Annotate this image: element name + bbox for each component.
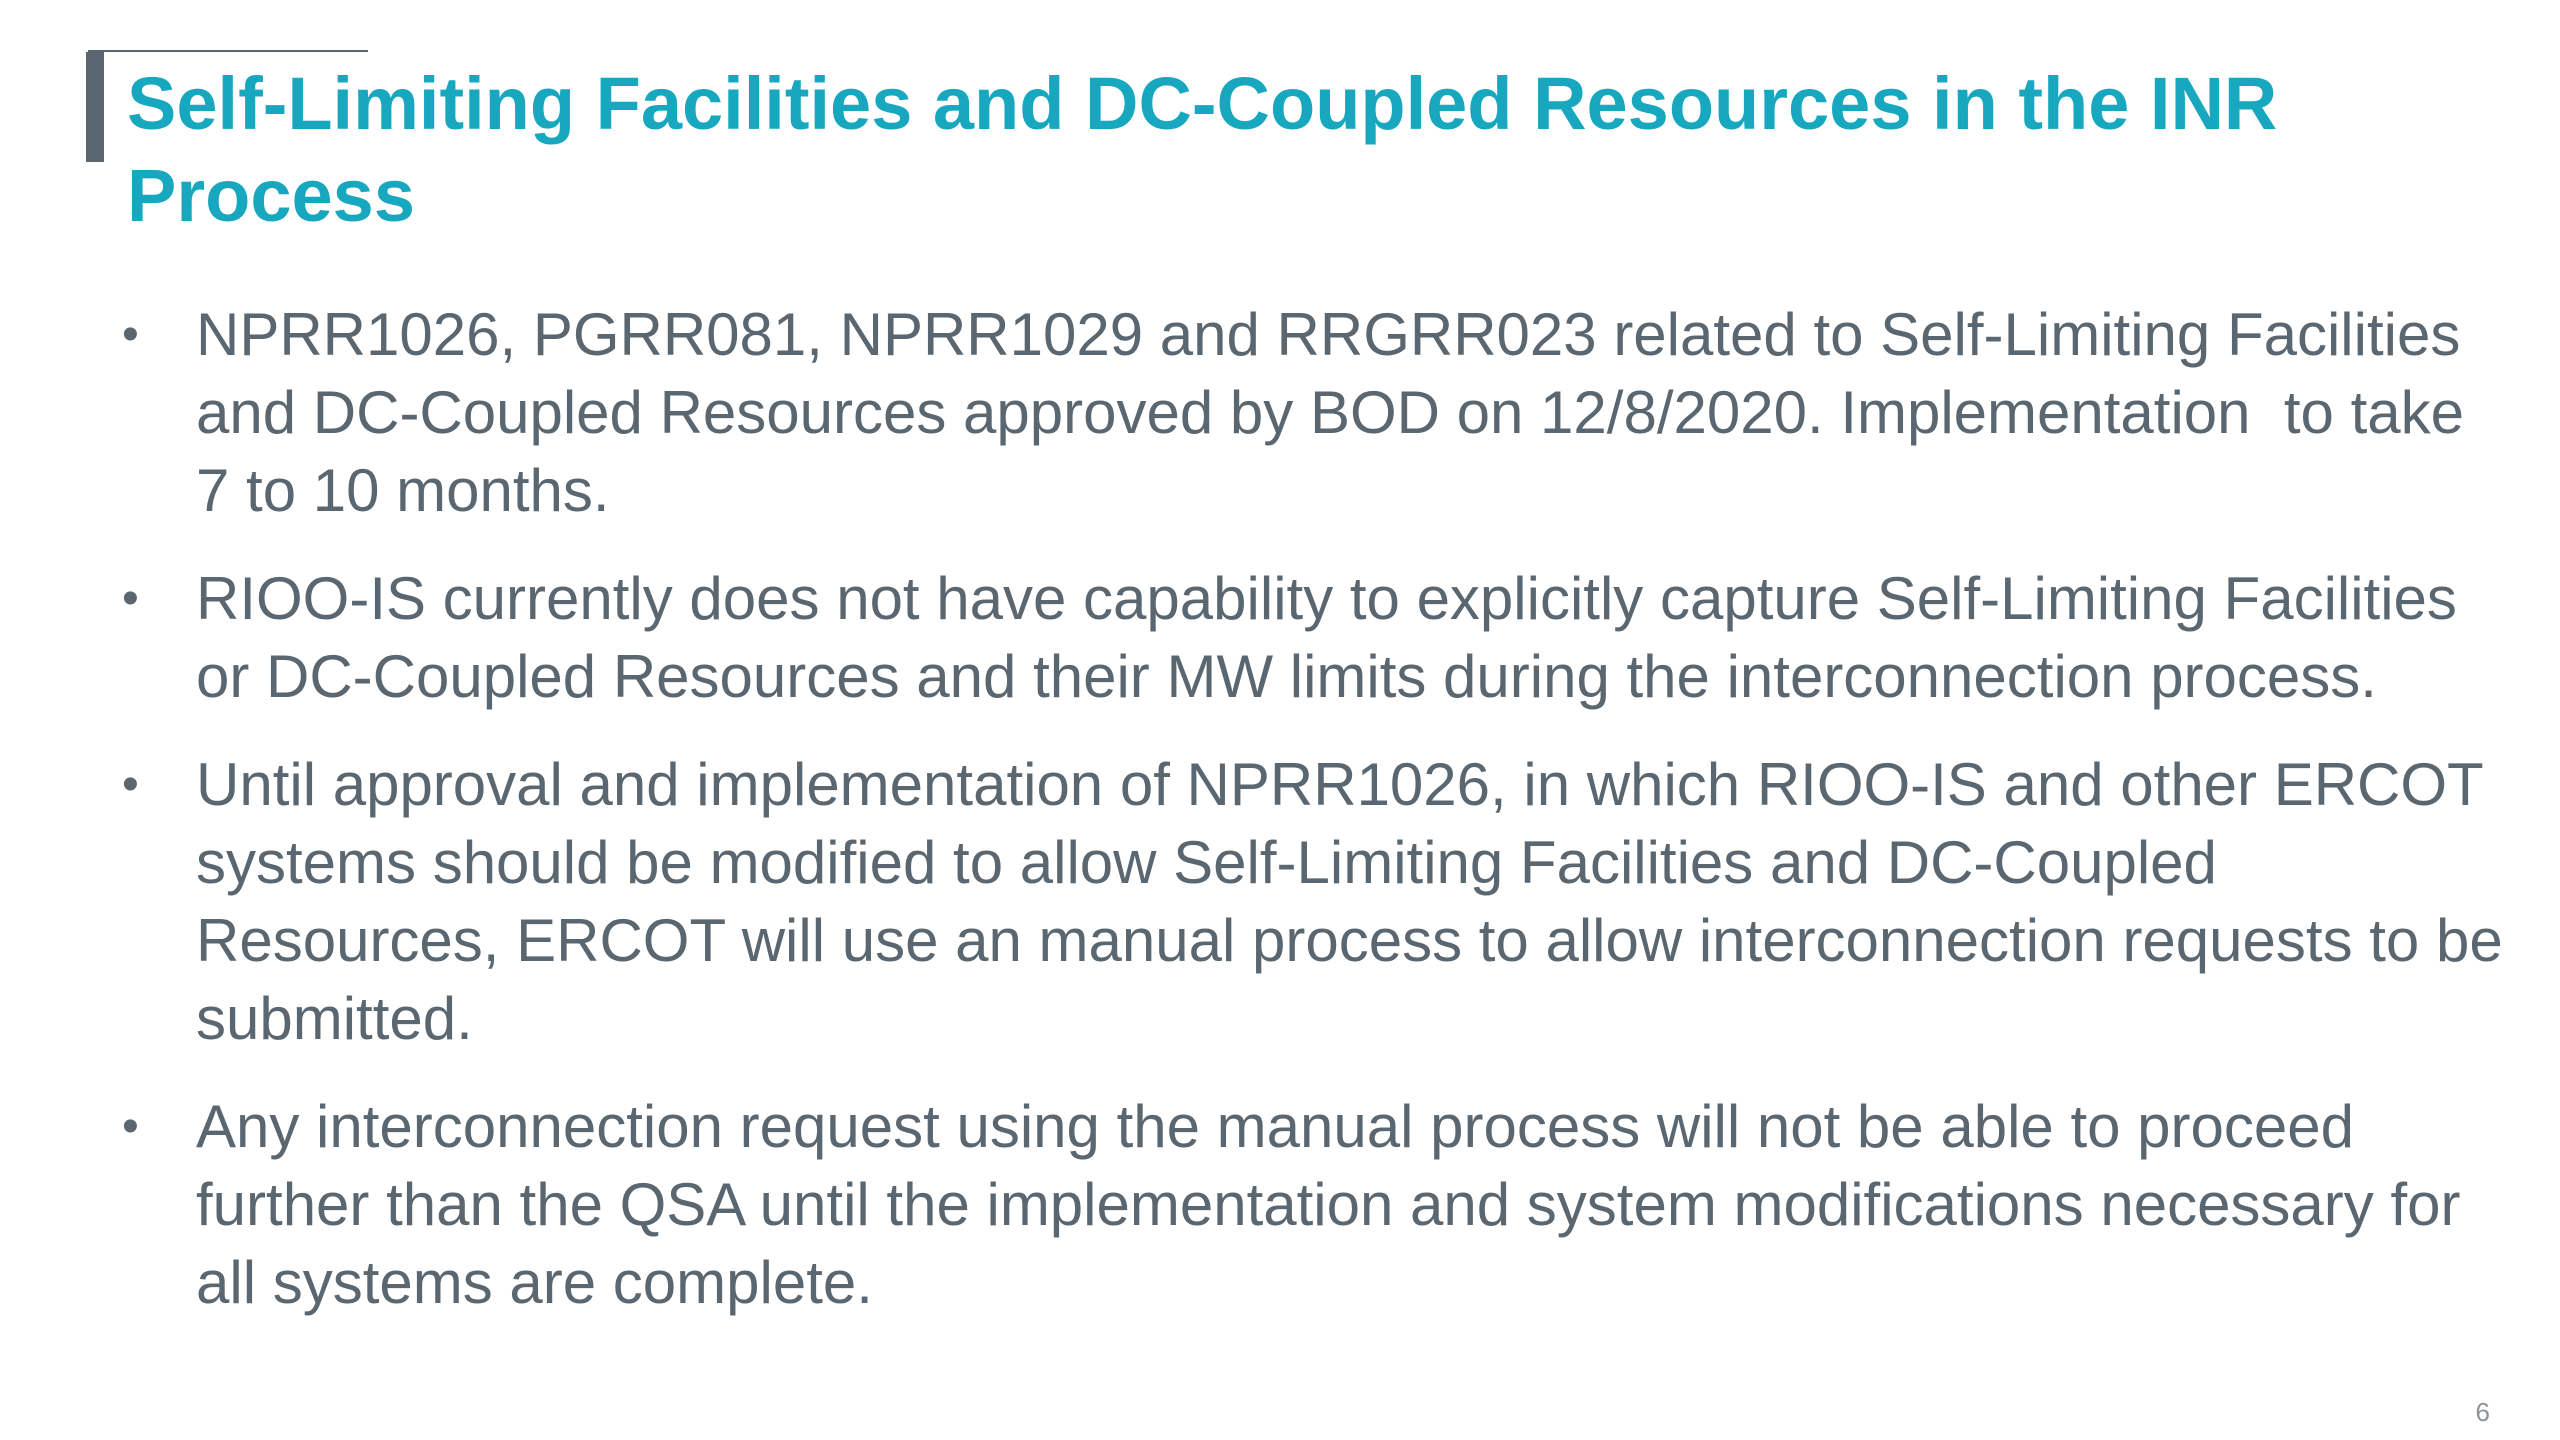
bullet-item bbox=[118, 1088, 2508, 1322]
bullet-dot-icon: • bbox=[122, 572, 139, 625]
bullet-dot-icon: • bbox=[122, 758, 139, 811]
title-accent-bar bbox=[86, 52, 104, 162]
bullet-dot-icon: • bbox=[122, 308, 139, 361]
bullet-text: Any interconnection request using the manual process will not be able to proceed further than the QSA until the implementation and system modifications necessary for all systems are complete. bbox=[196, 1093, 2478, 1316]
bullet-text: NPRR1026, PGRR081, NPRR1029 and RRGRR023 related to Self-Limiting Facilities and DC-Coupled Resources approved by BOD on 12/8/2020. Implementation to take 7 to 10 months. bbox=[196, 301, 2481, 524]
top-rule-divider bbox=[88, 50, 368, 52]
bullet-text: Until approval and implementation of NPRR1026, in which RIOO-IS and other ERCOT systems should be modified to allow Self-Limiting Facilities and DC-Coupled Resources, ERCOT will use an manual process to allow interconnection requests to be submitted. bbox=[196, 751, 2520, 1052]
bullet-list bbox=[118, 296, 2520, 1352]
bullet-item bbox=[118, 560, 2508, 716]
bullet-dot-icon: • bbox=[122, 1100, 139, 1153]
slide-title: Self-Limiting Facilities and DC-Coupled Resources in the INR Process bbox=[127, 62, 2278, 237]
bullet-item bbox=[118, 296, 2508, 530]
bullet-text: RIOO-IS currently does not have capability to explicitly capture Self-Limiting Facilities or DC-Coupled Resources and their MW limits during the interconnection process. bbox=[196, 565, 2474, 710]
bullet-item bbox=[118, 746, 2520, 1058]
page-number: 6 bbox=[2475, 1397, 2490, 1427]
